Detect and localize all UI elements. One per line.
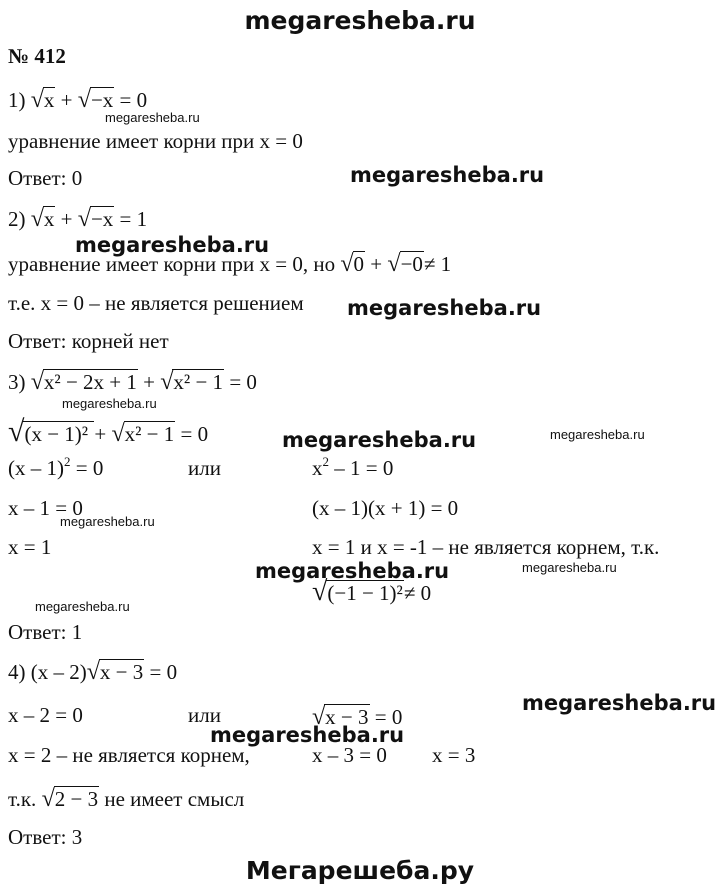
p4-tk: т.к. √2 − 3 не имеет смысл bbox=[8, 786, 245, 812]
p3-case-b3: x = 1 и x = -1 – не является корнем, т.к. bbox=[312, 535, 660, 559]
p4-case-a1: x – 2 = 0 bbox=[8, 703, 83, 727]
watermark: megaresheba.ru bbox=[60, 514, 155, 529]
p3-answer: Ответ: 1 bbox=[8, 620, 83, 644]
watermark: megaresheba.ru bbox=[255, 559, 450, 583]
watermark: megaresheba.ru bbox=[350, 163, 545, 187]
watermark: megaresheba.ru bbox=[550, 427, 645, 442]
p1-answer: Ответ: 0 bbox=[8, 166, 83, 190]
watermark: megaresheba.ru bbox=[105, 110, 200, 125]
p3-case-a1: (x – 1)$^2$ = 0 bbox=[8, 454, 104, 480]
p4-case-b1: √x − 3 = 0 bbox=[312, 704, 403, 730]
p2-text2: т.е. x = 0 – не является решением bbox=[8, 291, 304, 315]
watermark: megaresheba.ru bbox=[347, 296, 542, 320]
p2-answer: Ответ: корней нет bbox=[8, 329, 169, 353]
p4-answer: Ответ: 3 bbox=[8, 825, 83, 849]
p4-equation: 4) (x – 2)√x − 3 = 0 bbox=[8, 659, 178, 685]
watermark: megaresheba.ru bbox=[62, 396, 157, 411]
p3-equation: 3) √x² − 2x + 1 + √x² − 1 = 0 bbox=[8, 369, 257, 395]
watermark: megaresheba.ru bbox=[282, 428, 477, 452]
watermark: megaresheba.ru bbox=[522, 691, 717, 715]
watermark: megaresheba.ru bbox=[75, 233, 270, 257]
p2-text: уравнение имеет корни при x = 0, но √0 + √−0≠ 1 bbox=[8, 251, 452, 277]
site-footer: Мегарешеба.ру bbox=[245, 856, 475, 885]
p4-case-b2: x – 3 = 0 bbox=[312, 743, 387, 767]
p1-text: уравнение имеет корни при x = 0 bbox=[8, 129, 303, 153]
p3-case-b2: (x – 1)(x + 1) = 0 bbox=[312, 496, 459, 520]
watermark: megaresheba.ru bbox=[210, 723, 405, 747]
problem-number: № 412 bbox=[8, 44, 66, 68]
p3-or: или bbox=[188, 456, 221, 480]
site-header: megaresheba.ru bbox=[244, 6, 476, 35]
p3-case-b1: $x^2 - 1 = 0$ bbox=[312, 454, 394, 480]
p4-case-a2: x = 2 – не является корнем, bbox=[8, 743, 250, 767]
p3-case-a3: x = 1 bbox=[8, 535, 52, 559]
watermark: megaresheba.ru bbox=[522, 560, 617, 575]
p4-or: или bbox=[188, 703, 221, 727]
p4-case-c2: x = 3 bbox=[432, 743, 476, 767]
p3-case-b4: √(−1 − 1)²≠ 0 bbox=[312, 576, 432, 607]
p1-equation: 1) √x + √−x = 0 bbox=[8, 87, 148, 113]
p2-equation: 2) √x + √−x = 1 bbox=[8, 206, 148, 232]
watermark: megaresheba.ru bbox=[35, 599, 130, 614]
p3-case-a2: x – 1 = 0 bbox=[8, 496, 83, 520]
p3-equation2: √(x − 1)² + √x² − 1 = 0 bbox=[8, 415, 209, 448]
